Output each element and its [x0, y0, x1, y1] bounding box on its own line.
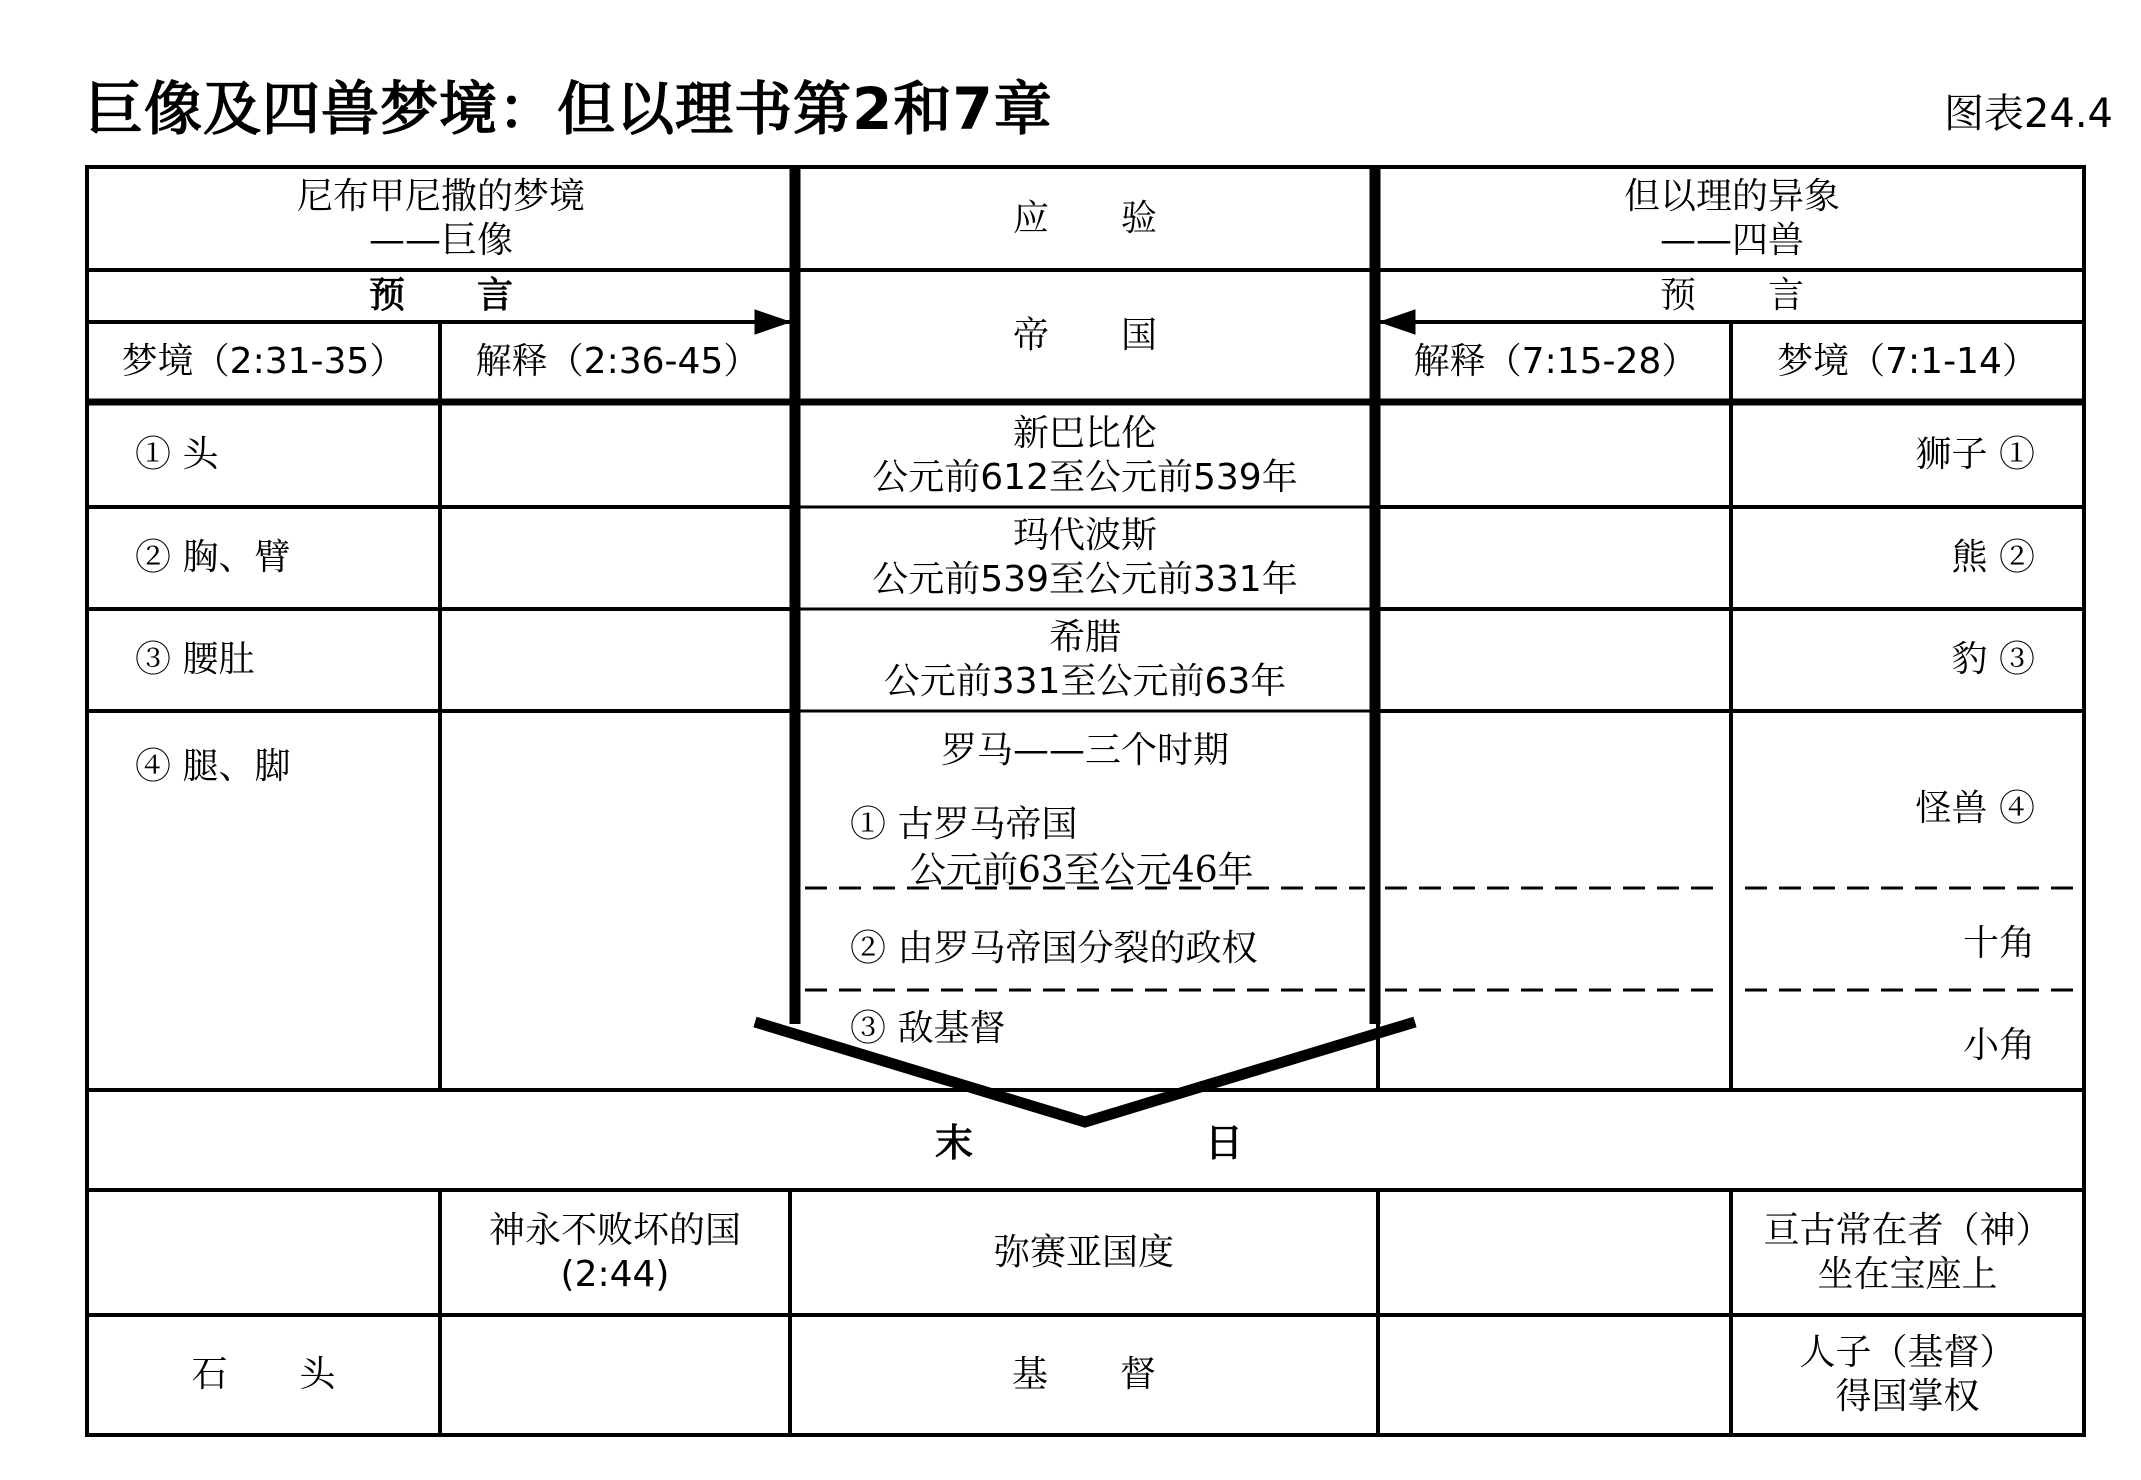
rome-period-3-right: 小角 [1962, 1025, 2035, 1066]
left-header-title: 尼布甲尼撒的梦境 [296, 175, 585, 217]
rome-period-1-dates: 公元前63至公元46年 [910, 850, 1254, 891]
row-1-left: ① 头 [135, 434, 219, 476]
end-days-left: 末 [935, 1121, 974, 1165]
row-3-empire-name: 希腊 [1048, 617, 1121, 659]
kingdom-interp-left-line2: (2:44) [560, 1253, 670, 1295]
page-title: 巨像及四兽梦境：但以理书第2和7章 [85, 75, 1053, 143]
row-1-empire-name: 新巴比伦 [1012, 413, 1157, 455]
row-4-left: ④ 腿、脚 [135, 746, 291, 787]
stone-center: 基 督 [1011, 1354, 1156, 1396]
row-3-left: ③ 腰肚 [135, 639, 255, 681]
kingdom-right-line1: 亘古常在者（神） [1763, 1209, 2052, 1251]
kingdom-right [1731, 1190, 2084, 1315]
row-3-empire [800, 609, 1370, 711]
row-2-right: 熊 ② [1951, 537, 2035, 579]
center-header-title: 应 验 [1012, 197, 1157, 239]
row-2-empire-dates: 公元前539至公元前331年 [872, 559, 1298, 600]
stone-right-line1: 人子（基督） [1799, 1332, 2016, 1374]
right-header [1380, 167, 2084, 270]
col-interp-right: 解释（7:15-28） [1413, 341, 1698, 383]
stone-right [1731, 1315, 2084, 1435]
empire-label: 帝 国 [1012, 315, 1157, 357]
row-1-empire-dates: 公元前612至公元前539年 [872, 457, 1298, 498]
col-dream-right: 梦境（7:1-14） [1777, 341, 2038, 383]
right-prophecy-label: 预 言 [1659, 275, 1804, 317]
rome-period-3-label: ③ 敌基督 [850, 1008, 1006, 1049]
row-2-left: ② 胸、臂 [135, 537, 291, 579]
left-header-subtitle: ——巨像 [368, 219, 513, 261]
row-1-empire [800, 405, 1370, 507]
kingdom-right-line2: 坐在宝座上 [1817, 1253, 1998, 1295]
figure-number: 图表24.4 [1943, 91, 2113, 137]
row-4-right: 怪兽 ④ [1915, 788, 2035, 829]
rome-period-2-right: 十角 [1962, 923, 2035, 964]
row-4-empire-name: 罗马——三个时期 [940, 730, 1229, 771]
row-2-empire-name: 玛代波斯 [1012, 515, 1157, 557]
right-header-subtitle: ——四兽 [1659, 219, 1804, 261]
rome-period-2-label: ② 由罗马帝国分裂的政权 [850, 928, 1258, 969]
stone-right-line2: 得国掌权 [1835, 1376, 1980, 1417]
left-header [87, 167, 795, 270]
kingdom-interp-left-line1: 神永不败坏的国 [488, 1209, 741, 1251]
center-header [800, 167, 1370, 270]
row-3-right: 豹 ③ [1951, 639, 2035, 681]
row-3-empire-dates: 公元前331至公元前63年 [883, 661, 1287, 702]
stone-left: 石 头 [191, 1354, 336, 1396]
col-interp-left: 解释（2:36-45） [475, 341, 760, 383]
right-header-title: 但以理的异象 [1623, 175, 1840, 217]
row-1-right: 狮子 ① [1915, 434, 2035, 476]
kingdom-center: 弥赛亚国度 [993, 1231, 1174, 1273]
end-days-right: 日 [1205, 1121, 1244, 1165]
kingdom-interp-left [440, 1190, 790, 1315]
rome-period-1-label: ① 古罗马帝国 [850, 804, 1078, 845]
left-prophecy-label: 预 言 [368, 275, 513, 317]
col-dream-left: 梦境（2:31-35） [121, 341, 406, 383]
row-2-empire [800, 507, 1370, 609]
